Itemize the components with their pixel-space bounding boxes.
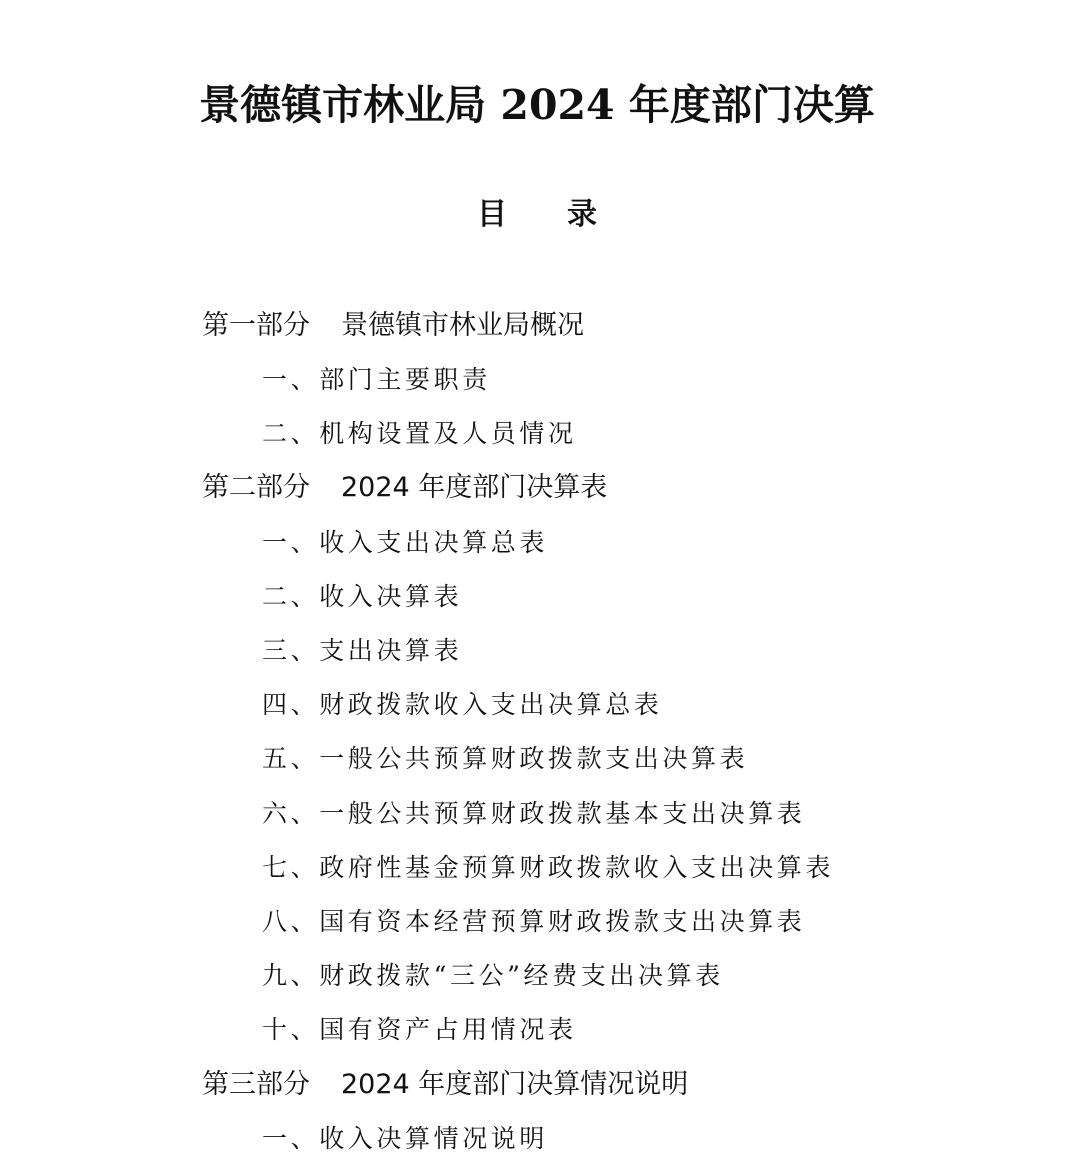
toc-item-income-explanation: 一、收入决算情况说明 [262, 1123, 549, 1153]
toc-part-1 [0, 299, 1074, 353]
toc-item-table-2: 二、收入决算表 [262, 581, 463, 611]
toc-item-duties: 一、部门主要职责 [262, 365, 491, 395]
toc-item-table-4: 四、财政拨款收入支出决算总表 [262, 690, 663, 720]
toc-item-table-3: 三、支出决算表 [262, 636, 463, 666]
toc-part-3 [0, 1058, 1074, 1112]
toc-item-table-5: 五、一般公共预算财政拨款支出决算表 [262, 744, 749, 774]
toc-part-title: 2024 年度部门决算情况说明 [341, 1068, 689, 1100]
toc-part-2 [0, 461, 1074, 515]
toc-item-organization: 二、机构设置及人员情况 [262, 419, 577, 449]
toc-item-table-6: 六、一般公共预算财政拨款基本支出决算表 [262, 798, 806, 828]
toc-item-table-10: 十、国有资产占用情况表 [262, 1015, 577, 1045]
toc-part-title: 景德镇市林业局概况 [341, 309, 584, 341]
toc-item-table-1: 一、收入支出决算总表 [262, 527, 549, 557]
toc-part-label: 第一部分 [202, 309, 310, 341]
toc-part-title: 2024 年度部门决算表 [341, 472, 608, 504]
table-of-contents [0, 299, 1074, 1166]
document-title: 景德镇市林业局 2024 年度部门决算 [199, 81, 875, 129]
toc-part-label: 第三部分 [202, 1068, 310, 1100]
toc-heading: 目 录 [477, 197, 597, 232]
toc-item-table-9: 九、财政拨款“三公”经费支出决算表 [262, 961, 724, 991]
toc-item-table-7: 七、政府性基金预算财政拨款收入支出决算表 [262, 852, 835, 882]
toc-item-table-8: 八、国有资本经营预算财政拨款支出决算表 [262, 906, 806, 936]
toc-part-label: 第二部分 [202, 472, 310, 504]
